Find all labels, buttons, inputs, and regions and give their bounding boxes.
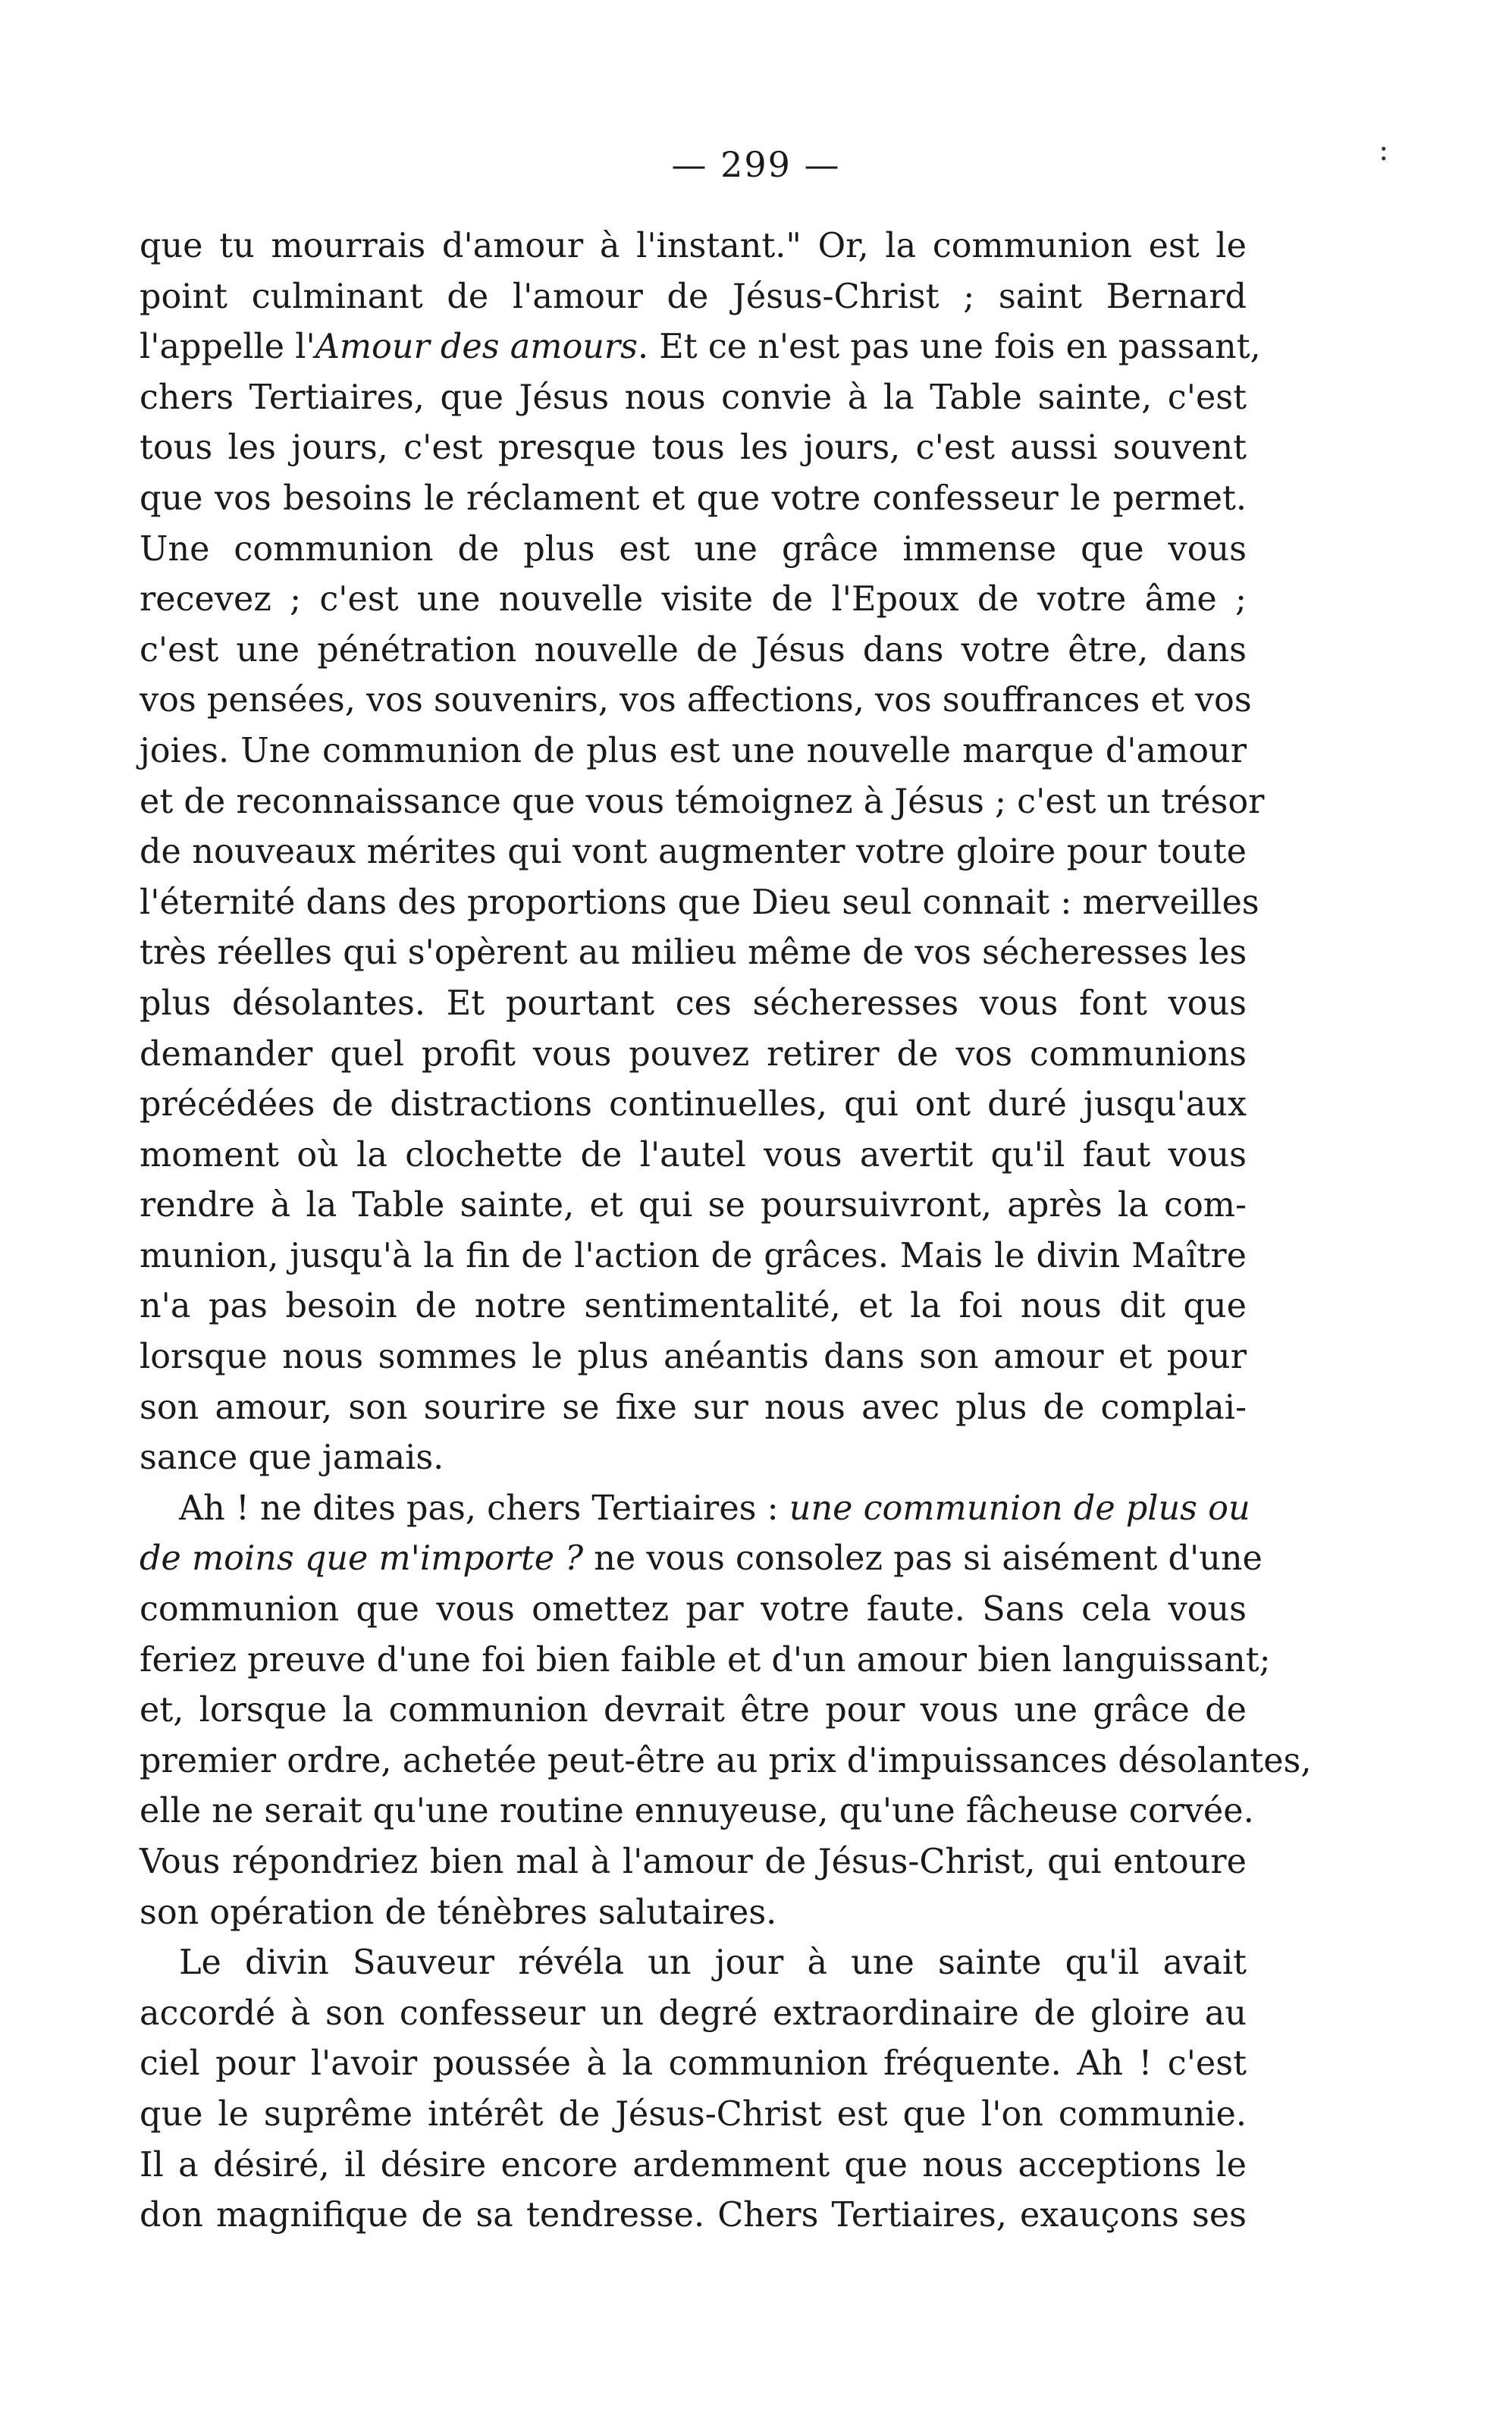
text-line: n'a pas besoin de notre sentimentalité, et la foi nous dit que xyxy=(140,1287,1247,1326)
text-line: premier ordre, achetée peut-être au prix d'impuissances désolantes, xyxy=(140,1741,1312,1780)
italic-phrase: Amour des amours xyxy=(315,328,638,367)
text-line: de moins que m'importe ? ne vous consolez pas si aisément d'une xyxy=(140,1539,1263,1579)
text-line: lorsque nous sommes le plus anéantis dans son amour et pour xyxy=(140,1338,1247,1377)
text-line-paragraph-start: Ah ! ne dites pas, chers Tertiaires : une communion de plus ou xyxy=(179,1488,1250,1528)
text-line: elle ne serait qu'une routine ennuyeuse, qu'une fâcheuse corvée. xyxy=(140,1792,1254,1831)
text-line: que vos besoins le réclament et que votre confesseur le permet. xyxy=(140,478,1247,518)
text-line-paragraph-end: son opération de ténèbres salutaires. xyxy=(140,1893,777,1932)
text-line: point culminant de l'amour de Jésus-Christ ; saint Bernard xyxy=(140,277,1247,316)
text-line: feriez preuve d'une foi bien faible et d'un amour bien languissant; xyxy=(140,1640,1271,1680)
text-line: chers Tertiaires, que Jésus nous convie à la Table sainte, c'est xyxy=(140,378,1247,417)
italic-phrase: une communion de plus ou xyxy=(789,1488,1250,1528)
text-line: tous les jours, c'est presque tous les jours, c'est aussi souvent xyxy=(140,428,1247,468)
text-line: et de reconnaissance que vous témoignez à Jésus ; c'est un trésor xyxy=(140,782,1265,821)
text-line: recevez ; c'est une nouvelle visite de l'Epoux de votre âme ; xyxy=(140,580,1247,619)
text-line: de nouveaux mérites qui vont augmenter votre gloire pour toute xyxy=(140,833,1247,872)
text-line: que tu mourrais d'amour à l'instant." Or, la communion est le xyxy=(140,227,1247,265)
text-line: Il a désiré, il désire encore ardemment que nous acceptions le xyxy=(140,2145,1247,2185)
page-body-text xyxy=(140,221,1312,2241)
text-line: don magnifique de sa tendresse. Chers Tertiaires, exauçons ses xyxy=(140,2196,1247,2235)
text-line: demander quel profit vous pouvez retirer de vos communions xyxy=(140,1034,1247,1074)
text-line: moment où la clochette de l'autel vous avertit qu'il faut vous xyxy=(140,1135,1247,1175)
text-line: précédées de distractions continuelles, qui ont duré jusqu'aux xyxy=(140,1085,1247,1124)
text-line-paragraph-start: Le divin Sauveur révéla un jour à une sainte qu'il avait xyxy=(179,1943,1247,1983)
text-line: communion que vous omettez par votre faute. Sans cela vous xyxy=(140,1590,1247,1629)
text-line: ciel pour l'avoir poussée à la communion fréquente. Ah ! c'est xyxy=(140,2044,1247,2084)
text-line: joies. Une communion de plus est une nouvelle marque d'amour xyxy=(140,731,1247,770)
text-line-paragraph-end: sance que jamais. xyxy=(140,1438,444,1478)
text-line: son amour, son sourire se fixe sur nous avec plus de complai- xyxy=(140,1388,1247,1427)
text-line: c'est une pénétration nouvelle de Jésus dans votre être, dans xyxy=(140,630,1247,670)
text-line: munion, jusqu'à la fin de l'action de grâces. Mais le divin Maître xyxy=(140,1236,1247,1275)
text-line: que le suprême intérêt de Jésus-Christ est que l'on communie. xyxy=(140,2094,1247,2134)
text-line: l'appelle l'Amour des amours. Et ce n'est pas une fois en passant, xyxy=(140,328,1261,367)
italic-phrase: de moins que m'importe ? xyxy=(140,1539,584,1579)
text-line: Une communion de plus est une grâce immense que vous xyxy=(140,529,1247,569)
text-line: l'éternité dans des proportions que Dieu seul connait : merveilles xyxy=(140,883,1259,922)
text-line: accordé à son confesseur un degré extraordinaire de gloire au xyxy=(140,1993,1247,2033)
text-line: rendre à la Table sainte, et qui se poursuivront, après la com- xyxy=(140,1186,1247,1225)
page-number: — 299 — xyxy=(671,144,841,185)
text-line: plus désolantes. Et pourtant ces sécheresses vous font vous xyxy=(140,983,1247,1023)
text-line: et, lorsque la communion devrait être pour vous une grâce de xyxy=(140,1691,1247,1730)
text-line: Vous répondriez bien mal à l'amour de Jésus-Christ, qui entoure xyxy=(140,1843,1247,1881)
text-line: vos pensées, vos souvenirs, vos affections, vos souffrances et vos xyxy=(140,681,1252,720)
margin-mark: : xyxy=(1379,133,1389,168)
text-line: très réelles qui s'opèrent au milieu même de vos sécheresses les xyxy=(140,933,1247,973)
